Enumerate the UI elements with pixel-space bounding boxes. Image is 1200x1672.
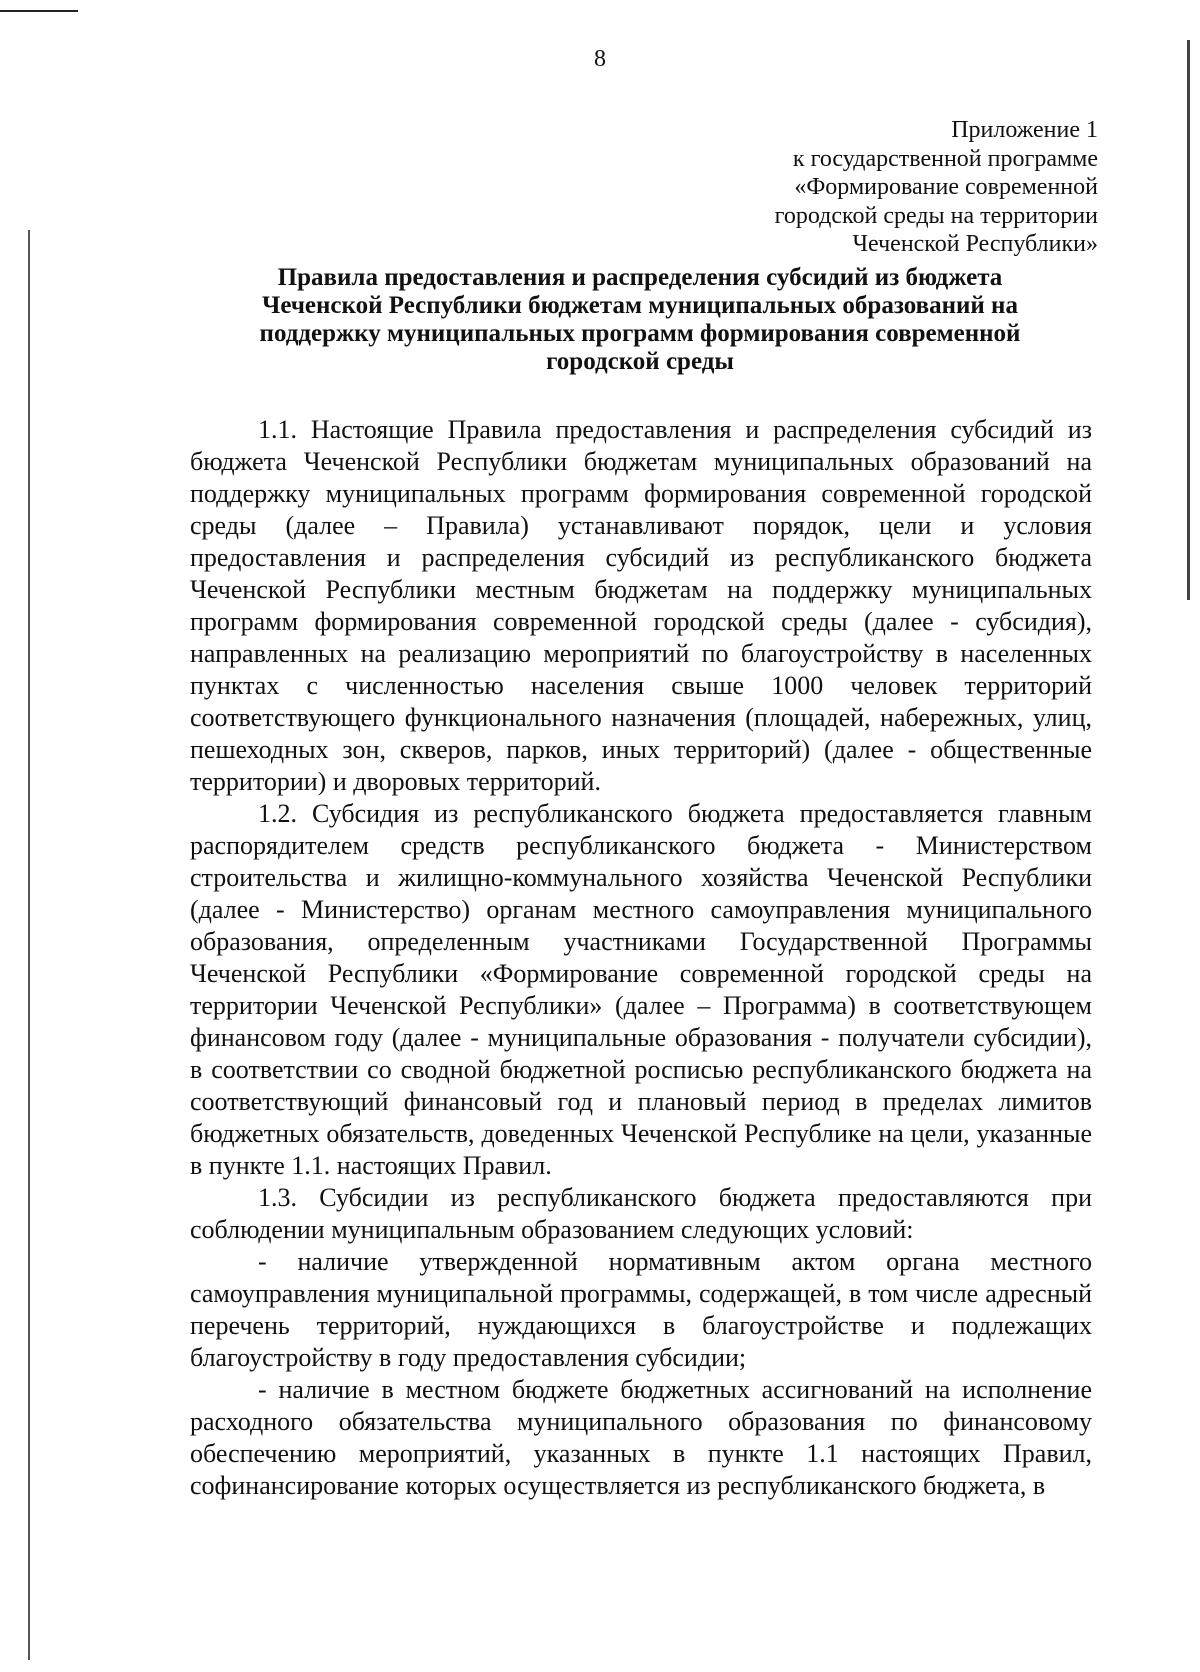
scan-edge-top <box>0 10 78 12</box>
appendix-line: Чеченской Республики» <box>852 231 1098 257</box>
appendix-line: Приложение 1 <box>951 117 1098 143</box>
scan-edge-right <box>1187 40 1190 600</box>
paragraph-1-1: 1.1. Настоящие Правила предоставления и распределения субсидий из бюджета Чеченской Республики бюджетам муниципальных образований на поддержку муниципальных программ формирования современной городской среды (далее – Правила) устанавливают порядок, цели и условия предоставления и распределения субсидий из республиканского бюджета Чеченской Республики местным бюджетам на поддержку муниципальных программ формирования современной городской среды (далее - субсидия), направленных на реализацию мероприятий по благоустройству в населенных пунктах с численностью населения свыше 1000 человек территорий соответствующего функционального назначения (площадей, набережных, улиц, пешеходных зон, скверов, парков, иных территорий) (далее - общественные территории) и дворовых территорий. <box>190 415 1092 796</box>
page-number: 8 <box>594 46 606 72</box>
condition-item: - наличие утвержденной нормативным актом органа местного самоуправления муниципальной программы, содержащей, в том числе адресный перечень территорий, нуждающихся в благоустройстве и подлежащих благоустройству в году предоставления субсидии; <box>190 1247 1092 1372</box>
title-line: Правила предоставления и распределения субсидий из бюджета <box>277 264 1003 291</box>
document-title <box>190 264 1090 376</box>
appendix-line: городской среды на территории <box>774 202 1098 229</box>
condition-item: - наличие в местном бюджете бюджетных ассигнований на исполнение расходного обязательства муниципального образования по финансовому обеспечению мероприятий, указанных в пункте 1.1 настоящих Правил, софинансирование которых осуществляется из республиканского бюджета, в <box>190 1375 1092 1500</box>
scan-edge-left <box>28 230 30 1660</box>
appendix-line: к государственной программе <box>792 145 1098 172</box>
title-line: городской среды <box>546 348 734 375</box>
paragraph-1-3: 1.3. Субсидии из республиканского бюджета предоставляются при соблюдении муниципальным образованием следующих условий: <box>190 1183 1092 1244</box>
title-line: Чеченской Республики бюджетам муниципальных образований на <box>262 292 1018 319</box>
document-body <box>190 414 1092 1502</box>
paragraph-1-2: 1.2. Субсидия из республиканского бюджета предоставляется главным распорядителем средств республиканского бюджета - Министерством строительства и жилищно-коммунального хозяйства Чеченской Республики (далее - Министерство) органам местного самоуправления муниципального образования, определенным участниками Государственной Программы Чеченской Республики «Формирование современной городской среды на территории Чеченской Республики» (далее – Программа) в соответствующем финансовом году (далее - муниципальные образования - получатели субсидии), в соответствии со сводной бюджетной росписью республиканского бюджета на соответствующий финансовый год и плановый период в пределах лимитов бюджетных обязательств, доведенных Чеченской Республике на цели, указанные в пункте 1.1. настоящих Правил. <box>190 799 1092 1180</box>
appendix-line: «Формирование современной <box>794 174 1098 200</box>
appendix-header <box>775 116 1098 259</box>
title-line: поддержку муниципальных программ формирования современной <box>259 320 1021 347</box>
